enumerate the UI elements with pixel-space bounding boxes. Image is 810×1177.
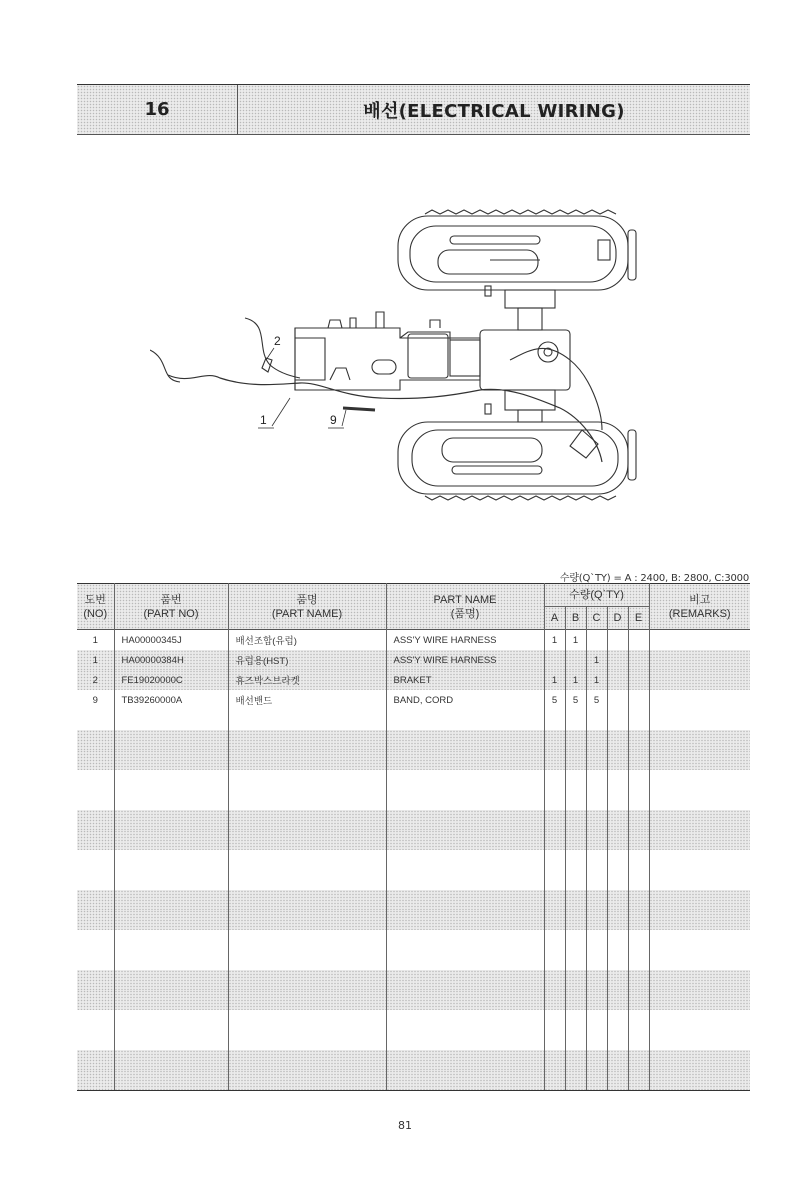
cell-remarks	[649, 790, 750, 810]
cell-e	[628, 790, 649, 810]
cell-no	[77, 990, 114, 1010]
section-number: 16	[77, 85, 238, 134]
cell-name-ko	[228, 1030, 386, 1050]
cell-part-no	[114, 770, 228, 790]
cell-b	[565, 650, 586, 670]
cell-name-ko	[228, 910, 386, 930]
table-row	[77, 690, 750, 710]
cell-remarks	[649, 1030, 750, 1050]
cell-name-en	[386, 750, 544, 770]
table-row	[77, 830, 750, 850]
col-qty-e: E	[628, 607, 649, 630]
parts-table	[77, 583, 750, 1091]
cell-d	[607, 1030, 628, 1050]
cell-name-en	[386, 1010, 544, 1030]
cell-c	[586, 750, 607, 770]
cell-e	[628, 890, 649, 910]
table-row	[77, 970, 750, 990]
cell-b	[565, 1030, 586, 1050]
cell-remarks	[649, 770, 750, 790]
cell-e	[628, 850, 649, 870]
wiring-diagram	[150, 200, 650, 510]
cell-e	[628, 1070, 649, 1091]
cell-no: 1	[77, 630, 114, 651]
cell-d	[607, 850, 628, 870]
cell-name-ko	[228, 870, 386, 890]
table-row	[77, 670, 750, 690]
cell-no: 2	[77, 670, 114, 690]
cell-part-no	[114, 710, 228, 730]
cell-remarks	[649, 830, 750, 850]
cell-c	[586, 730, 607, 750]
cell-remarks	[649, 750, 750, 770]
cell-b	[565, 890, 586, 910]
cell-name-en	[386, 790, 544, 810]
cell-b	[565, 790, 586, 810]
cell-a	[544, 990, 565, 1010]
cell-e	[628, 870, 649, 890]
cell-c	[586, 850, 607, 870]
cell-e	[628, 910, 649, 930]
col-remarks: 비고 (REMARKS)	[649, 584, 750, 630]
cell-remarks	[649, 1010, 750, 1030]
chassis-frame	[295, 312, 480, 390]
cell-c	[586, 970, 607, 990]
table-row	[77, 850, 750, 870]
cell-e	[628, 970, 649, 990]
cord-band	[343, 408, 375, 410]
cell-part-no	[114, 970, 228, 990]
cell-a	[544, 950, 565, 970]
cell-a	[544, 1050, 565, 1070]
col-part-name-ko: 품명 (PART NAME)	[228, 584, 386, 630]
section-header	[77, 84, 750, 135]
cell-part-no	[114, 1050, 228, 1070]
cell-remarks	[649, 810, 750, 830]
col-qty: 수량(Q`TY)	[544, 584, 649, 607]
cell-part-no	[114, 870, 228, 890]
cell-a	[544, 1010, 565, 1030]
cell-name-en	[386, 990, 544, 1010]
cell-no	[77, 770, 114, 790]
cell-b	[565, 770, 586, 790]
cell-d	[607, 710, 628, 730]
cell-remarks	[649, 730, 750, 750]
cell-e	[628, 1050, 649, 1070]
cell-a: 1	[544, 670, 565, 690]
cell-d	[607, 930, 628, 950]
table-row	[77, 890, 750, 910]
cell-remarks	[649, 650, 750, 670]
cell-a	[544, 930, 565, 950]
cell-b: 5	[565, 690, 586, 710]
cell-d	[607, 770, 628, 790]
cell-d	[607, 1070, 628, 1091]
cell-name-en	[386, 850, 544, 870]
cell-no	[77, 730, 114, 750]
cell-e	[628, 710, 649, 730]
cell-part-no	[114, 750, 228, 770]
cell-c	[586, 790, 607, 810]
cell-no	[77, 1010, 114, 1030]
callout-9: 9	[330, 413, 337, 427]
table-row	[77, 1050, 750, 1070]
cell-remarks	[649, 690, 750, 710]
table-row	[77, 790, 750, 810]
cell-c	[586, 710, 607, 730]
cell-part-no	[114, 930, 228, 950]
cell-e	[628, 730, 649, 750]
cell-remarks	[649, 870, 750, 890]
table-row	[77, 1010, 750, 1030]
cell-b	[565, 1050, 586, 1070]
cell-name-ko	[228, 1050, 386, 1070]
quantity-note: 수량(Q`TY) = A : 2400, B: 2800, C:3000	[559, 573, 749, 584]
cell-no	[77, 970, 114, 990]
table-row	[77, 710, 750, 730]
cell-d	[607, 970, 628, 990]
cell-name-en: ASS'Y WIRE HARNESS	[386, 650, 544, 670]
cell-part-no	[114, 730, 228, 750]
cell-e	[628, 810, 649, 830]
cell-part-no	[114, 990, 228, 1010]
cell-remarks	[649, 890, 750, 910]
cell-a	[544, 750, 565, 770]
cell-no	[77, 830, 114, 850]
cell-no	[77, 750, 114, 770]
cell-name-ko	[228, 890, 386, 910]
cell-c	[586, 1030, 607, 1050]
cell-d	[607, 910, 628, 930]
table-row	[77, 750, 750, 770]
cell-name-ko	[228, 750, 386, 770]
cell-d	[607, 1010, 628, 1030]
cell-no	[77, 810, 114, 830]
table-row	[77, 1070, 750, 1091]
cell-c	[586, 630, 607, 651]
cell-remarks	[649, 990, 750, 1010]
cell-a	[544, 790, 565, 810]
cell-part-no	[114, 1070, 228, 1091]
cell-e	[628, 1030, 649, 1050]
cell-b	[565, 1010, 586, 1030]
col-qty-c: C	[586, 607, 607, 630]
cell-b	[565, 930, 586, 950]
col-part-name-en: PART NAME (품명)	[386, 584, 544, 630]
cell-name-en	[386, 710, 544, 730]
cell-name-en	[386, 910, 544, 930]
cell-name-ko: 배선조합(유럽)	[228, 630, 386, 651]
cell-name-en	[386, 730, 544, 750]
cell-e	[628, 690, 649, 710]
table-row	[77, 910, 750, 930]
cell-c	[586, 910, 607, 930]
cell-e	[628, 770, 649, 790]
cell-e	[628, 1010, 649, 1030]
cell-remarks	[649, 1070, 750, 1091]
cell-name-ko	[228, 1070, 386, 1091]
cell-remarks	[649, 630, 750, 651]
cell-c	[586, 770, 607, 790]
cell-remarks	[649, 910, 750, 930]
cell-d	[607, 1050, 628, 1070]
axle-assembly	[480, 286, 570, 422]
cell-name-ko	[228, 730, 386, 750]
cell-a	[544, 890, 565, 910]
cell-name-ko	[228, 990, 386, 1010]
cell-name-ko	[228, 850, 386, 870]
col-qty-b: B	[565, 607, 586, 630]
cell-remarks	[649, 850, 750, 870]
cell-d	[607, 690, 628, 710]
cell-remarks	[649, 930, 750, 950]
cell-b	[565, 730, 586, 750]
table-row	[77, 950, 750, 970]
cell-no	[77, 890, 114, 910]
cell-d	[607, 630, 628, 651]
cell-d	[607, 670, 628, 690]
cell-b	[565, 850, 586, 870]
page-number: 81	[398, 1119, 412, 1132]
col-part-no: 품번 (PART NO)	[114, 584, 228, 630]
cell-e	[628, 670, 649, 690]
cell-part-no: HA00000384H	[114, 650, 228, 670]
cell-d	[607, 750, 628, 770]
cell-remarks	[649, 1050, 750, 1070]
cell-no: 9	[77, 690, 114, 710]
cell-d	[607, 790, 628, 810]
cell-remarks	[649, 950, 750, 970]
cell-e	[628, 650, 649, 670]
table-row	[77, 630, 750, 651]
cell-b	[565, 830, 586, 850]
cell-name-en: ASS'Y WIRE HARNESS	[386, 630, 544, 651]
cell-name-ko	[228, 770, 386, 790]
cell-a	[544, 870, 565, 890]
cell-part-no	[114, 910, 228, 930]
cell-b	[565, 1070, 586, 1091]
table-row	[77, 990, 750, 1010]
cell-c	[586, 990, 607, 1010]
cell-c	[586, 1050, 607, 1070]
cell-name-ko	[228, 710, 386, 730]
callout-1: 1	[260, 413, 267, 427]
cell-no	[77, 950, 114, 970]
cell-name-ko	[228, 930, 386, 950]
cell-b: 1	[565, 630, 586, 651]
cell-part-no	[114, 1030, 228, 1050]
cell-remarks	[649, 970, 750, 990]
cell-name-ko	[228, 970, 386, 990]
cell-a	[544, 970, 565, 990]
cell-part-no	[114, 890, 228, 910]
cell-d	[607, 830, 628, 850]
col-qty-d: D	[607, 607, 628, 630]
cell-e	[628, 830, 649, 850]
cell-e	[628, 950, 649, 970]
cell-d	[607, 810, 628, 830]
cell-name-en	[386, 1030, 544, 1050]
cell-d	[607, 870, 628, 890]
cell-no	[77, 910, 114, 930]
cell-name-en: BAND, CORD	[386, 690, 544, 710]
callout-2: 2	[274, 334, 281, 348]
col-qty-a: A	[544, 607, 565, 630]
table-row	[77, 930, 750, 950]
cell-a	[544, 730, 565, 750]
cell-no	[77, 1050, 114, 1070]
cell-c	[586, 950, 607, 970]
cell-part-no: TB39260000A	[114, 690, 228, 710]
cell-e	[628, 750, 649, 770]
cell-name-en	[386, 950, 544, 970]
cell-part-no: HA00000345J	[114, 630, 228, 651]
cell-name-ko	[228, 830, 386, 850]
cell-part-no: FE19020000C	[114, 670, 228, 690]
upper-tire	[398, 210, 636, 290]
cell-b	[565, 950, 586, 970]
cell-name-en	[386, 930, 544, 950]
cell-b: 1	[565, 670, 586, 690]
table-row	[77, 810, 750, 830]
cell-no	[77, 870, 114, 890]
lower-tire	[398, 422, 636, 500]
cell-a: 5	[544, 690, 565, 710]
cell-no	[77, 710, 114, 730]
cell-c	[586, 870, 607, 890]
cell-name-en	[386, 830, 544, 850]
cell-name-ko: 휴즈박스브라켓	[228, 670, 386, 690]
cell-c	[586, 1010, 607, 1030]
table-row	[77, 770, 750, 790]
cell-a	[544, 650, 565, 670]
cell-name-ko	[228, 810, 386, 830]
cell-e	[628, 990, 649, 1010]
cell-part-no	[114, 790, 228, 810]
cell-c: 1	[586, 670, 607, 690]
cell-a	[544, 810, 565, 830]
cell-a	[544, 770, 565, 790]
cell-c	[586, 810, 607, 830]
cell-part-no	[114, 810, 228, 830]
cell-a: 1	[544, 630, 565, 651]
cell-name-en	[386, 1050, 544, 1070]
cell-a	[544, 710, 565, 730]
cell-d	[607, 890, 628, 910]
cell-d	[607, 650, 628, 670]
cell-a	[544, 910, 565, 930]
cell-part-no	[114, 830, 228, 850]
cell-b	[565, 910, 586, 930]
cell-d	[607, 950, 628, 970]
cell-no	[77, 850, 114, 870]
cell-c: 1	[586, 650, 607, 670]
wire-harness	[168, 375, 602, 462]
cell-b	[565, 710, 586, 730]
cell-b	[565, 810, 586, 830]
cell-name-en	[386, 870, 544, 890]
col-no: 도번 (NO)	[77, 584, 114, 630]
cell-a	[544, 830, 565, 850]
cell-a	[544, 1030, 565, 1050]
cell-b	[565, 750, 586, 770]
cell-d	[607, 730, 628, 750]
cell-d	[607, 990, 628, 1010]
cell-name-en: BRAKET	[386, 670, 544, 690]
cell-name-en	[386, 1070, 544, 1091]
cell-a	[544, 1070, 565, 1091]
cell-name-en	[386, 970, 544, 990]
cell-e	[628, 930, 649, 950]
cell-no	[77, 790, 114, 810]
cell-name-en	[386, 890, 544, 910]
cell-remarks	[649, 670, 750, 690]
cell-c	[586, 830, 607, 850]
cell-c	[586, 1070, 607, 1091]
cell-name-en	[386, 810, 544, 830]
table-row	[77, 650, 750, 670]
cell-no	[77, 930, 114, 950]
cell-b	[565, 970, 586, 990]
cell-name-ko: 배선밴드	[228, 690, 386, 710]
cell-name-ko: 유럽용(HST)	[228, 650, 386, 670]
cell-b	[565, 870, 586, 890]
cell-c: 5	[586, 690, 607, 710]
cell-no	[77, 1030, 114, 1050]
cell-name-ko	[228, 1010, 386, 1030]
cell-part-no	[114, 950, 228, 970]
table-row	[77, 730, 750, 750]
cell-name-ko	[228, 950, 386, 970]
cell-remarks	[649, 710, 750, 730]
section-title: 배선(ELECTRICAL WIRING)	[363, 100, 625, 122]
cell-a	[544, 850, 565, 870]
cell-c	[586, 890, 607, 910]
cell-name-ko	[228, 790, 386, 810]
cell-part-no	[114, 850, 228, 870]
cell-no: 1	[77, 650, 114, 670]
cell-b	[565, 990, 586, 1010]
cell-name-en	[386, 770, 544, 790]
cell-c	[586, 930, 607, 950]
cell-part-no	[114, 1010, 228, 1030]
cell-no	[77, 1070, 114, 1091]
cell-e	[628, 630, 649, 651]
table-row	[77, 1030, 750, 1050]
table-row	[77, 870, 750, 890]
